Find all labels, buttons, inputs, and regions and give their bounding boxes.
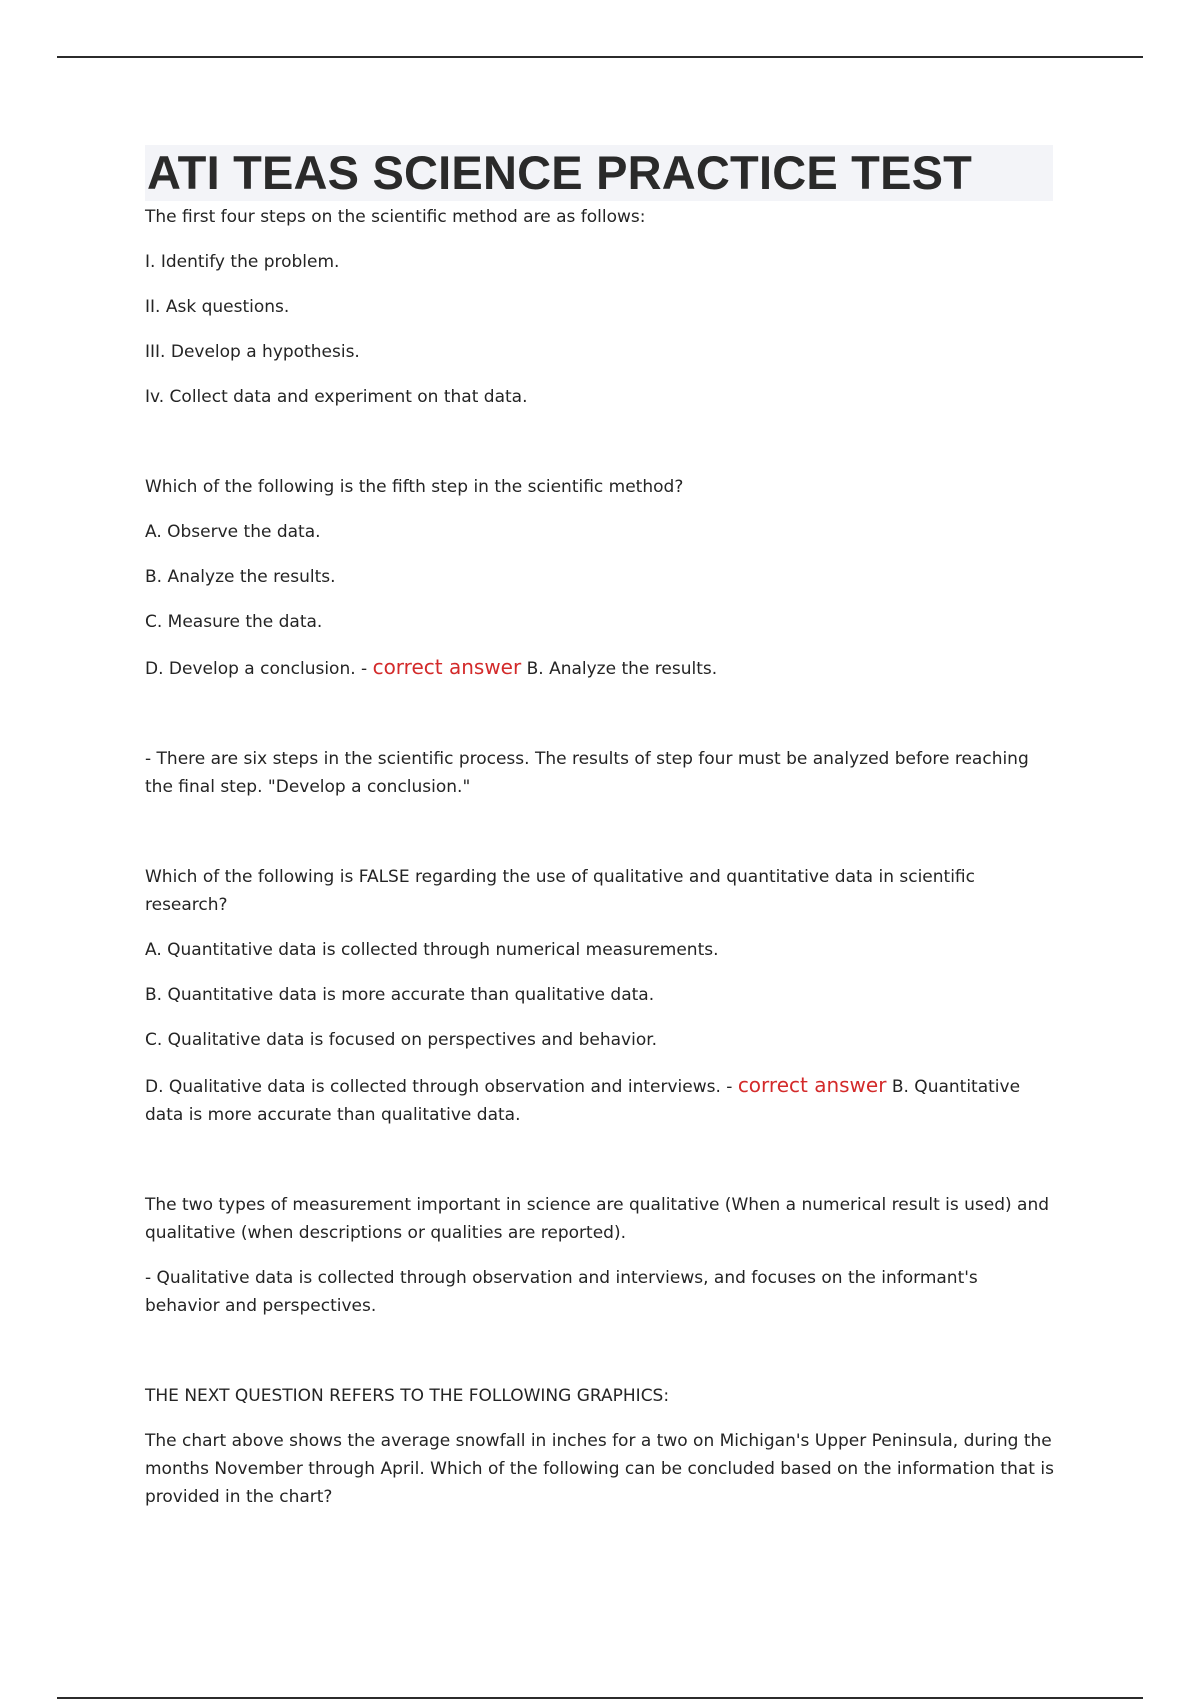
correct-answer-label: correct answer (737, 1073, 887, 1097)
top-rule (57, 56, 1143, 58)
step-3: III. Develop a hypothesis. (145, 342, 360, 362)
question-1-answer: B. Analyze the results. (521, 659, 718, 679)
title-band (145, 145, 1053, 201)
question-1-option-b: B. Analyze the results. (145, 567, 336, 587)
question-1: Which of the following is the fifth step in the scientific method? (145, 477, 684, 497)
question-2-option-b: B. Quantitative data is more accurate than qualitative data. (145, 985, 655, 1005)
question-2-answer: B. Quantitative data is more accurate than qualitative data. (145, 1077, 1021, 1125)
question-1-option-d (145, 653, 1055, 683)
intro-text: The first four steps on the scientific method are as follows: (145, 207, 646, 227)
question-2-option-a: A. Quantitative data is collected through numerical measurements. (145, 940, 719, 960)
question-1-option-a: A. Observe the data. (145, 522, 321, 542)
option-d-text: D. Qualitative data is collected through observation and interviews. - (145, 1077, 738, 1097)
step-4: Iv. Collect data and experiment on that data. (145, 387, 528, 407)
question-2-explanation-2: - Qualitative data is collected through observation and interviews, and focuses on the informant's behavior and perspectives. (145, 1268, 978, 1316)
question-1-option-c: C. Measure the data. (145, 612, 323, 632)
question-1-explanation: - There are six steps in the scientific process. The results of step four must be analyzed before reaching the final step. "Develop a conclusion." (145, 749, 1029, 797)
question-2-explanation-1: The two types of measurement important in science are qualitative (When a numerical result is used) and qualitative (when descriptions or qualities are reported). (145, 1195, 1050, 1243)
question-2-option-c: C. Qualitative data is focused on perspectives and behavior. (145, 1030, 658, 1050)
step-2: II. Ask questions. (145, 297, 290, 317)
graphics-heading: THE NEXT QUESTION REFERS TO THE FOLLOWING GRAPHICS: (145, 1386, 670, 1406)
question-2-option-d (145, 1071, 1055, 1129)
question-2: Which of the following is FALSE regarding the use of qualitative and quantitative data in scientific research? (145, 867, 975, 915)
step-1: I. Identify the problem. (145, 252, 340, 272)
page-title: ATI TEAS SCIENCE PRACTICE TEST (147, 146, 973, 199)
option-d-text: D. Develop a conclusion. - (145, 659, 373, 679)
correct-answer-label: correct answer (372, 655, 522, 679)
question-3: The chart above shows the average snowfall in inches for a two on Michigan's Upper Peninsula, during the months November through April. Which of the following can be concluded based on the information that is provided in the chart? (145, 1431, 1054, 1507)
document-body (145, 145, 1055, 1511)
bottom-rule (57, 1697, 1143, 1699)
